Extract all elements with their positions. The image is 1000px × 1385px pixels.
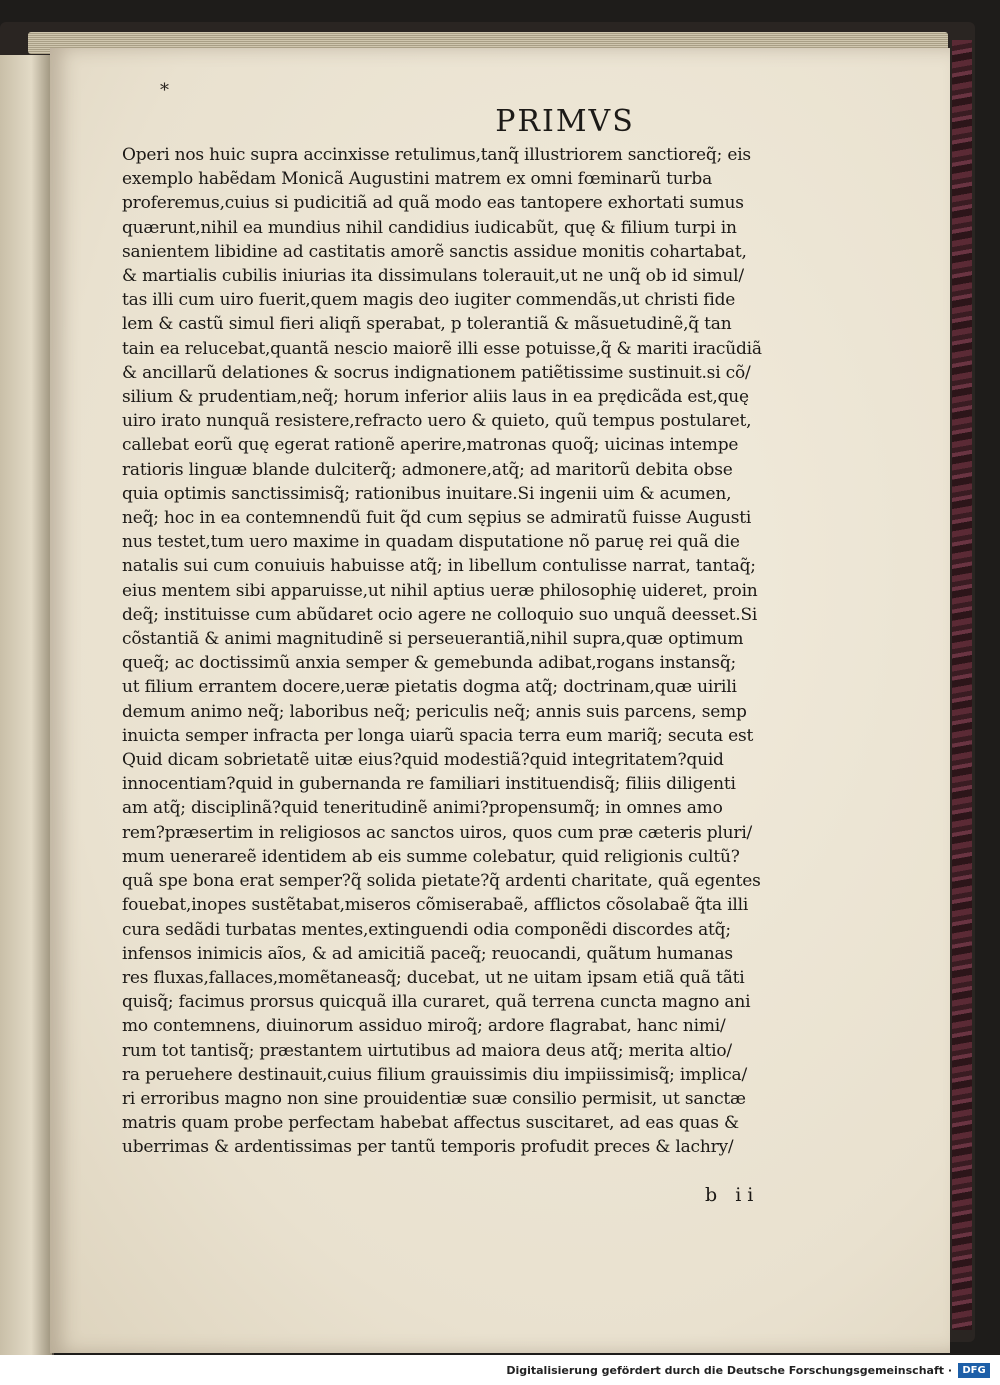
text-line: mo contemnens, diuinorum assiduo miroq̃; ardore flagrabat, hanc nimi/ bbox=[122, 1016, 726, 1037]
text-line: tain ea relucebat,quantã nescio maiorẽ illi esse potuisse,q̃ & mariti iracũdiã bbox=[122, 338, 762, 359]
text-line: demum animo neq̃; laboribus neq̃; periculis neq̃; annis suis parcens, semp bbox=[122, 701, 747, 722]
text-line: proferemus,cuius si pudicitiã ad quã modo eas tantopere exhortati sumus bbox=[122, 193, 744, 214]
text-line: ra peruehere destinauit,cuius filium grauissimis diu impiissimisq̃; implica/ bbox=[122, 1064, 748, 1085]
text-line: neq̃; hoc in ea contemnendũ fuit q̃d cum sępius se admiratũ fuisse Augusti bbox=[122, 508, 752, 529]
text-line: Quid dicam sobrietatẽ uitæ eius?quid modestiã?quid integritatem?quid bbox=[122, 750, 724, 771]
running-head: PRIMVS bbox=[495, 104, 635, 139]
text-line: deq̃; instituisse cum abũdaret ocio agere ne colloquio suo unquã deesset.Si bbox=[122, 604, 758, 625]
text-line: silium & prudentiam,neq̃; horum inferior aliis laus in ea prędicãda est,quę bbox=[122, 387, 749, 408]
text-line: lem & castũ simul fieri aliqñ sperabat, p tolerantiã & mãsuetudinẽ,q̃ tan bbox=[122, 314, 732, 335]
text-line: ut filium errantem docere,ueræ pietatis dogma atq̃; doctrinam,quæ uirili bbox=[122, 677, 737, 698]
text-line: nus testet,tum uero maxime in quadam disputatione nõ paruę rei quã die bbox=[122, 532, 740, 553]
text-line: cõstantiã & animi magnitudinẽ si perseuerantiã,nihil supra,quæ optimum bbox=[122, 629, 744, 650]
text-line: innocentiam?quid in gubernanda re familiari instituendisq̃; filiis diligenti bbox=[122, 774, 736, 795]
text-line: cura sedãdi turbatas mentes,extinguendi odia componẽdi discordes atq̃; bbox=[122, 919, 731, 940]
text-line: inuicta semper infracta per longa uiarũ spacia terra eum mariq̃; secuta est bbox=[122, 725, 754, 746]
text-line: sanientem libidine ad castitatis amorẽ sanctis assidue monitis cohartabat, bbox=[122, 241, 747, 262]
text-line: & ancillarũ delationes & socrus indignationem patiẽtissime sustinuit.si cõ/ bbox=[122, 362, 751, 383]
text-line: infensos inimicis aĩos, & ad amicitiã paceq̃; reuocandi, quãtum humanas bbox=[122, 943, 733, 964]
text-line: matris quam probe perfectam habebat affectus suscitaret, ad eas quas & bbox=[122, 1113, 739, 1134]
text-line: ratioris linguæ blande dulciterq̃; admonere,atq̃; ad maritorũ debita obse bbox=[122, 459, 733, 480]
marbled-board bbox=[952, 40, 972, 1330]
text-line: quã spe bona erat semper?q̃ solida pietate?q̃ ardenti charitate, quã egentes bbox=[122, 871, 761, 892]
text-line: res fluxas,fallaces,momẽtaneasq̃; ducebat, ut ne uitam ipsam etiã quã tãti bbox=[122, 967, 745, 988]
text-line: exemplo habẽdam Monicã Augustini matrem ex omni fœminarũ turba bbox=[122, 169, 713, 190]
footer-credit: Digitalisierung gefördert durch die Deutsche Forschungsgemeinschaft · bbox=[506, 1364, 952, 1377]
facing-page-edge bbox=[0, 55, 54, 1360]
footer-bar bbox=[0, 1355, 1000, 1385]
text-line: fouebat,inopes sustẽtabat,miseros cõmiserabaẽ, afflictos cõsolabaẽ q̃ta illi bbox=[122, 895, 749, 916]
text-line: ri erroribus magno non sine prouidentiæ suæ consilio permisit, ut sanctæ bbox=[122, 1088, 746, 1109]
text-line: uiro irato nunquã resistere,refracto uero & quieto, quũ tempus postularet, bbox=[122, 411, 752, 432]
text-block bbox=[122, 143, 822, 1160]
text-line: natalis sui cum conuiuis habuisse atq̃; in libellum contulisse narrat, tantaq̃; bbox=[122, 556, 756, 577]
signature-mark: b ii bbox=[705, 1184, 760, 1206]
text-line: am atq̃; disciplinã?quid teneritudinẽ animi?propensumq̃; in omnes amo bbox=[122, 798, 723, 819]
text-line: rum tot tantisq̃; præstantem uirtutibus ad maiora deus atq̃; merita altio/ bbox=[122, 1040, 732, 1061]
text-line: queq̃; ac doctissimũ anxia semper & gemebunda adibat,rogans instansq̃; bbox=[122, 653, 737, 674]
dfg-logo: DFG bbox=[958, 1363, 990, 1378]
text-line: rem?præsertim in religiosos ac sanctos uiros, quos cum præ cæteris pluri/ bbox=[122, 822, 753, 843]
book-page bbox=[50, 48, 950, 1353]
text-line: eius mentem sibi apparuisse,ut nihil aptius ueræ philosophię uideret, proin bbox=[122, 580, 758, 601]
text-line: quisq̃; facimus prorsus quicquã illa curaret, quã terrena cuncta magno ani bbox=[122, 992, 751, 1013]
text-line: tas illi cum uiro fuerit,quem magis deo iugiter commendãs,ut christi fide bbox=[122, 290, 736, 311]
text-line: Operi nos huic supra accinxisse retulimus,tanq̃ illustriorem sanctioreq̃; eis bbox=[122, 145, 751, 165]
page-marker: * bbox=[160, 80, 169, 101]
text-line: quia optimis sanctissimisq̃; rationibus inuitare.Si ingenii uim & acumen, bbox=[122, 483, 732, 504]
text-line: quærunt,nihil ea mundius nihil candidius iudicabũt, quę & filium turpi in bbox=[122, 217, 737, 238]
text-line: mum uenerareẽ identidem ab eis summe colebatur, quid religionis cultũ? bbox=[122, 846, 740, 867]
text-line: callebat eorũ quę egerat rationẽ aperire,matronas quoq̃; uicinas intempe bbox=[122, 435, 739, 456]
text-line: & martialis cubilis iniurias ita dissimulans tolerauit,ut ne unq̃ ob id simul/ bbox=[122, 266, 744, 287]
text-line: uberrimas & ardentissimas per tantũ temporis profudit preces & lachry/ bbox=[122, 1137, 734, 1158]
